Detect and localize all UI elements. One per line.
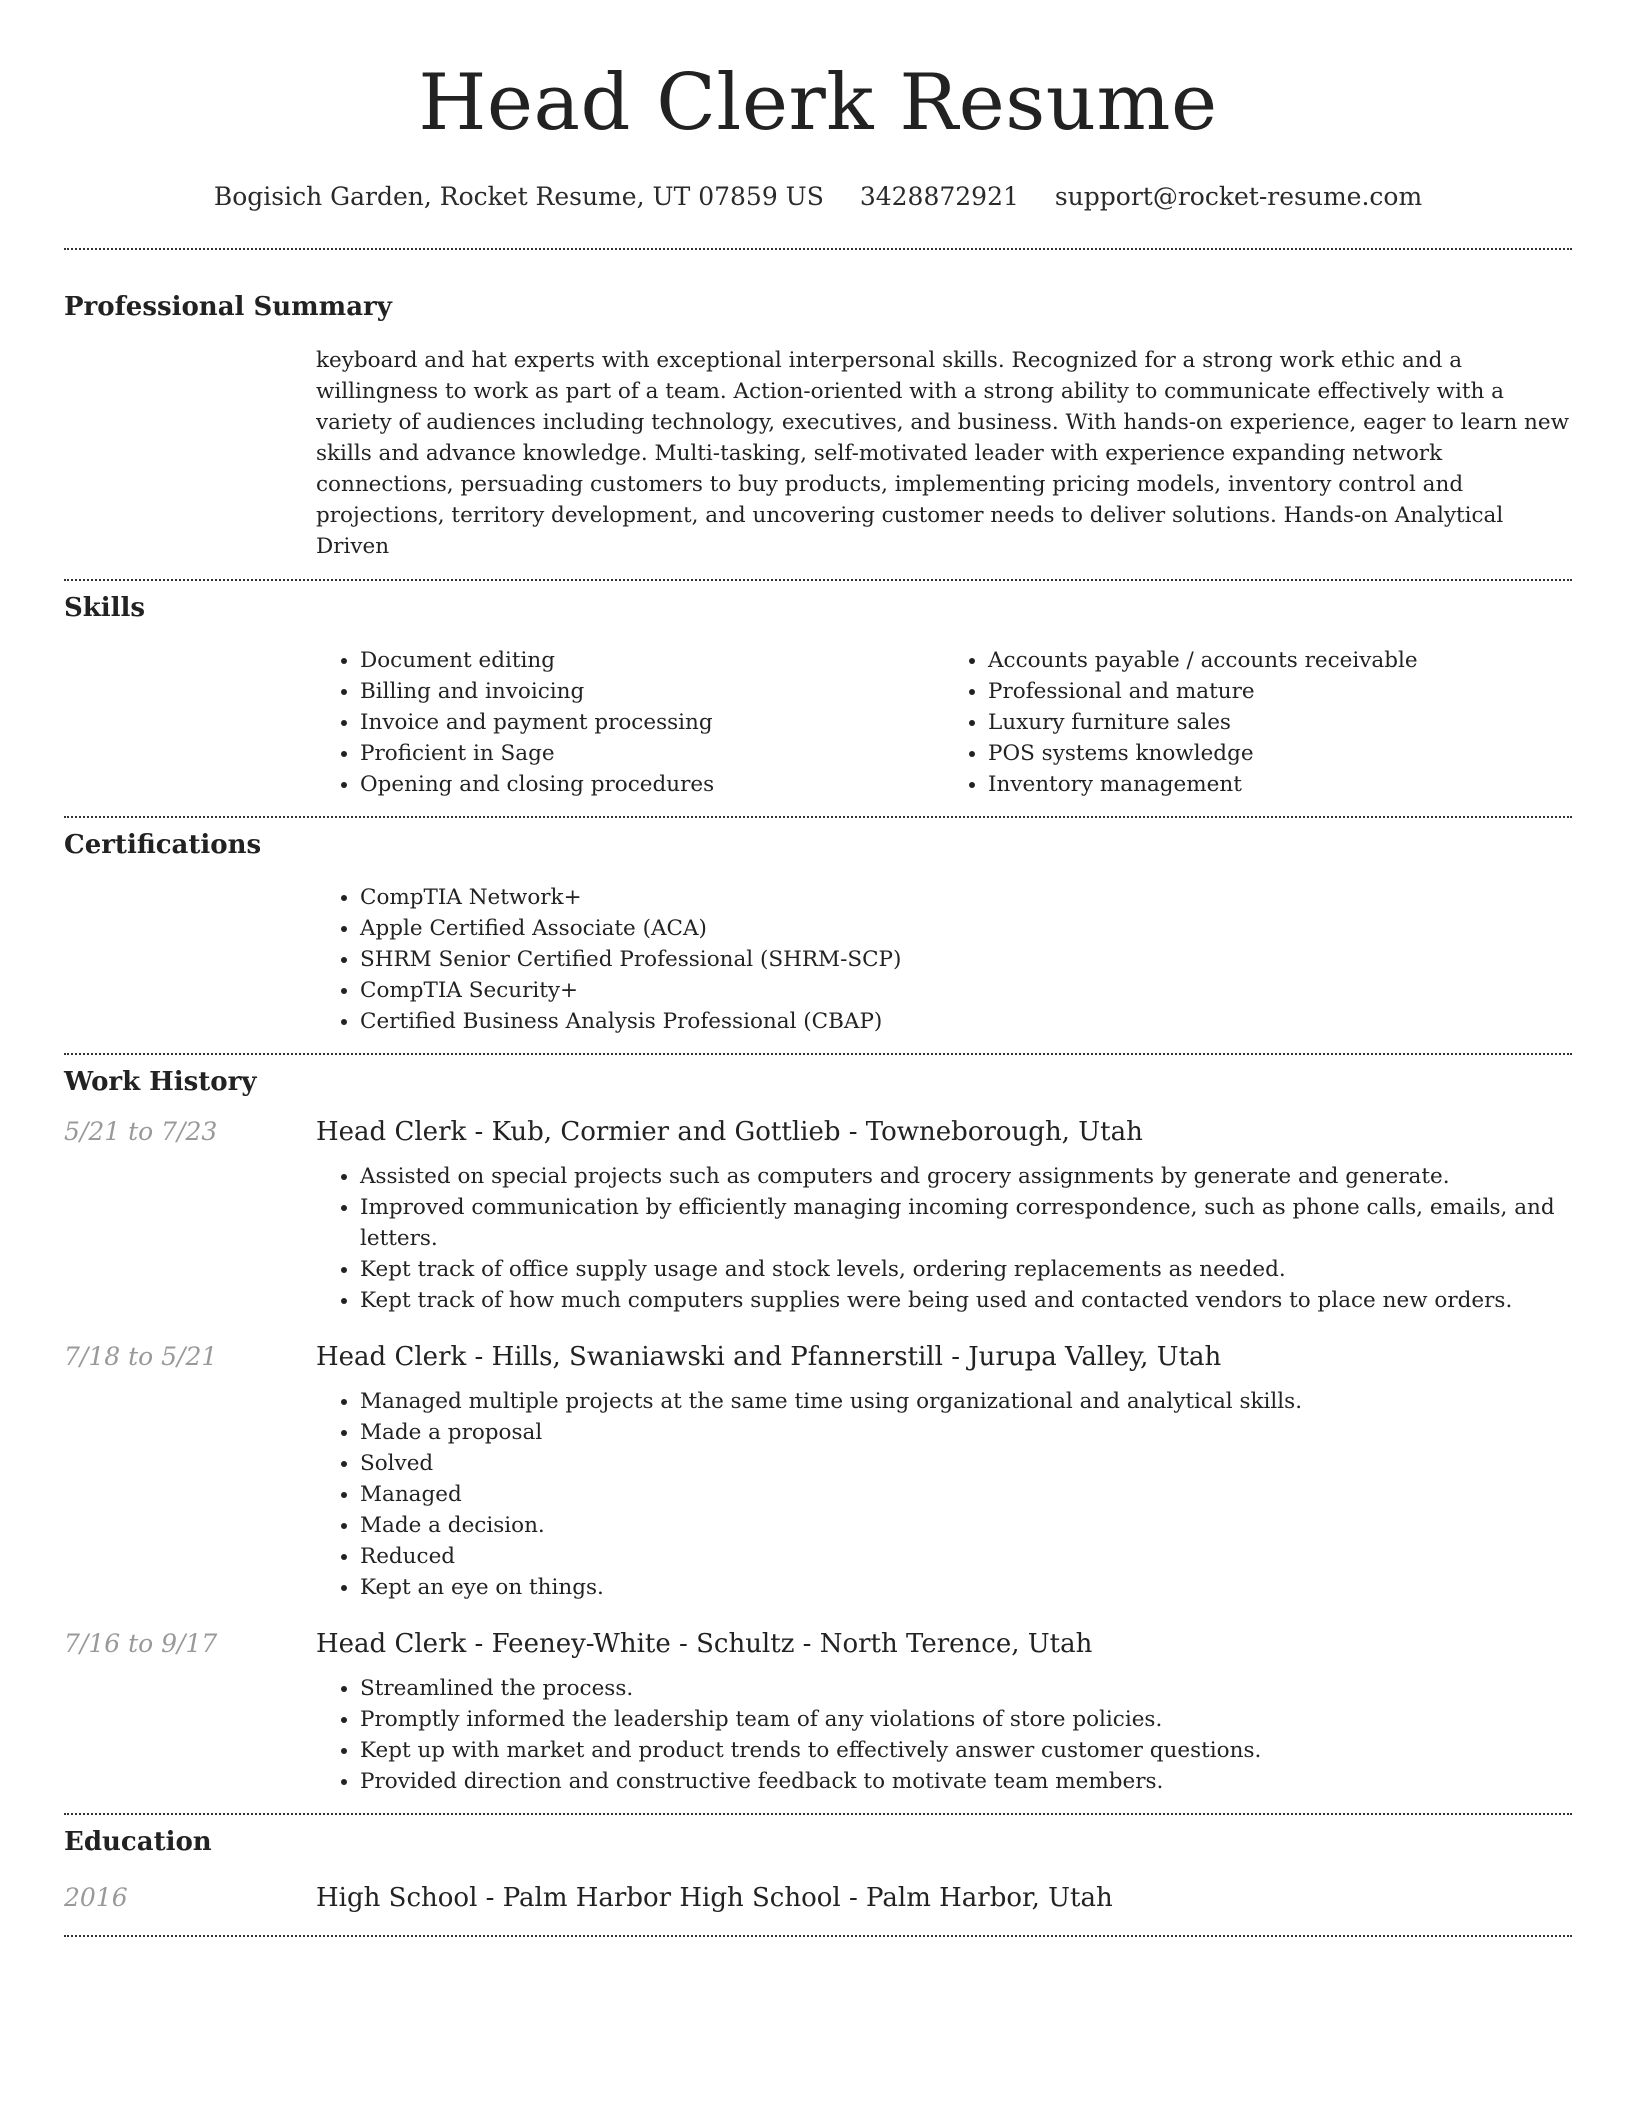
skill-item: • Billing and invoicing — [360, 676, 944, 707]
work-history-heading: Work History — [64, 1067, 257, 1097]
summary-text: keyboard and hat experts with exceptional interpersonal skills. Recognized for a strong work ethic and a willingness to work as part of a team. Action-oriented with a strong ability to communicate effectively with a variety of audiences including technology, executives, and business. With hands-on experience, eager to learn new skills and advance knowledge. Multi-tasking, self-motivated leader with experience expanding network connections, persuading customers to buy products, implementing pricing models, inventory control and projections, territory development, and uncovering customer needs to deliver solutions. Hands-on Analytical Driven — [316, 348, 1570, 559]
skill-item: • POS systems knowledge — [988, 738, 1572, 769]
job-dates: 7/16 to 9/17 — [64, 1629, 218, 1658]
skill-item: • Document editing — [360, 645, 944, 676]
summary-heading: Professional Summary — [64, 292, 392, 322]
education-section — [64, 1825, 1572, 1915]
job-bullet: • Reduced — [360, 1541, 1572, 1572]
job-bullet: • Managed multiple projects at the same time using organizational and analytical skills. — [360, 1386, 1572, 1417]
job-dates: 7/18 to 5/21 — [64, 1342, 218, 1371]
job-entry — [64, 1627, 1572, 1797]
skill-item: • Accounts payable / accounts receivable — [988, 645, 1572, 676]
certification-item: • CompTIA Security+ — [360, 975, 1572, 1006]
job-entry — [64, 1340, 1572, 1603]
job-title: Head Clerk - Hills, Swaniawski and Pfannerstill - Jurupa Valley, Utah — [316, 1342, 1222, 1372]
skills-column-right — [944, 645, 1572, 800]
job-dates: 5/21 to 7/23 — [64, 1117, 218, 1146]
job-bullet: • Kept an eye on things. — [360, 1572, 1572, 1603]
job-bullets — [316, 1161, 1572, 1316]
job-bullets — [316, 1673, 1572, 1797]
divider — [64, 1935, 1572, 1937]
job-bullet: • Kept track of how much computers supplies were being used and contacted vendors to place new orders. — [360, 1285, 1572, 1316]
work-history-section — [64, 1065, 1572, 1797]
skill-item: • Opening and closing procedures — [360, 769, 944, 800]
resume-page — [64, 0, 1572, 1937]
skills-heading: Skills — [64, 593, 146, 623]
skills-section — [64, 591, 1572, 800]
job-bullet: • Promptly informed the leadership team of any violations of store policies. — [360, 1704, 1572, 1735]
education-heading: Education — [64, 1827, 212, 1857]
contact-address: Bogisich Garden, Rocket Resume, UT 07859 US — [213, 182, 824, 211]
certifications-heading: Certifications — [64, 830, 262, 860]
job-bullets — [316, 1386, 1572, 1603]
job-bullet: • Streamlined the process. — [360, 1673, 1572, 1704]
contact-email: support@rocket-resume.com — [1054, 182, 1423, 211]
divider — [64, 816, 1572, 818]
job-bullet: • Solved — [360, 1448, 1572, 1479]
job-bullet: • Made a decision. — [360, 1510, 1572, 1541]
job-bullet: • Assisted on special projects such as computers and grocery assignments by generate and generate. — [360, 1161, 1572, 1192]
certification-item: • Apple Certified Associate (ACA) — [360, 913, 1572, 944]
certification-item: • Certified Business Analysis Professional (CBAP) — [360, 1006, 1572, 1037]
summary-section — [64, 290, 1572, 562]
job-title: Head Clerk - Kub, Cormier and Gottlieb - Towneborough, Utah — [316, 1117, 1143, 1147]
education-title: High School - Palm Harbor High School - Palm Harbor, Utah — [316, 1883, 1113, 1913]
certification-item: • CompTIA Network+ — [360, 882, 1572, 913]
certifications-section — [64, 828, 1572, 1037]
job-bullet: • Kept up with market and product trends to effectively answer customer questions. — [360, 1735, 1572, 1766]
divider — [64, 579, 1572, 581]
skills-column-left — [316, 645, 944, 800]
certification-item: • SHRM Senior Certified Professional (SHRM-SCP) — [360, 944, 1572, 975]
contact-line — [64, 180, 1572, 214]
skill-item: • Inventory management — [988, 769, 1572, 800]
job-entry — [64, 1115, 1572, 1316]
skills-list — [316, 645, 1572, 800]
job-bullet: • Kept track of office supply usage and stock levels, ordering replacements as needed. — [360, 1254, 1572, 1285]
education-entry — [64, 1881, 1572, 1915]
skill-item: • Proficient in Sage — [360, 738, 944, 769]
contact-phone: 3428872921 — [859, 182, 1019, 211]
skill-item: • Luxury furniture sales — [988, 707, 1572, 738]
job-bullet: • Made a proposal — [360, 1417, 1572, 1448]
divider — [64, 1813, 1572, 1815]
job-title: Head Clerk - Feeney-White - Schultz - North Terence, Utah — [316, 1629, 1093, 1659]
job-bullet: • Managed — [360, 1479, 1572, 1510]
skill-item: • Invoice and payment processing — [360, 707, 944, 738]
divider — [64, 1053, 1572, 1055]
education-dates: 2016 — [64, 1883, 128, 1912]
divider — [64, 248, 1572, 250]
skill-item: • Professional and mature — [988, 676, 1572, 707]
resume-title: Head Clerk Resume — [418, 58, 1218, 148]
job-bullet: • Provided direction and constructive feedback to motivate team members. — [360, 1766, 1572, 1797]
job-bullet: • Improved communication by efficiently managing incoming correspondence, such as phone calls, emails, and letters. — [360, 1192, 1572, 1254]
certifications-list — [316, 882, 1572, 1037]
